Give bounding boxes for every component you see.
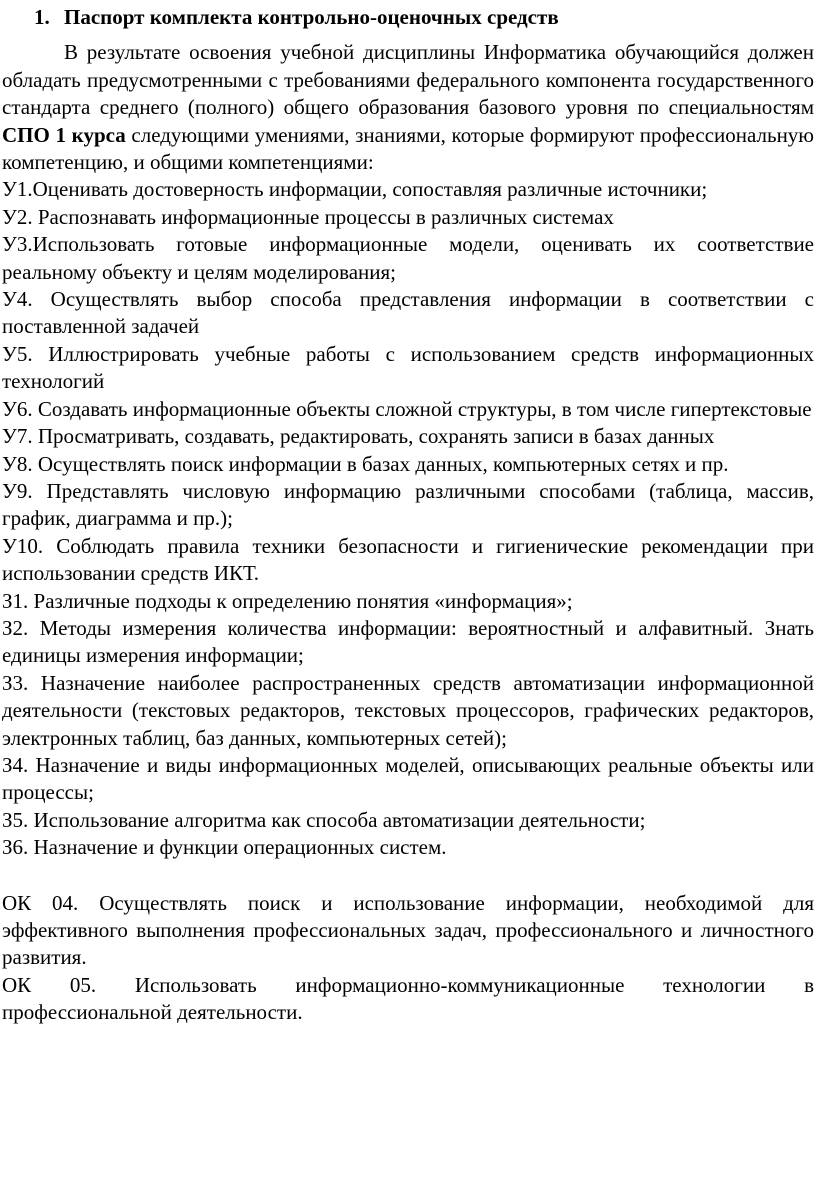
skill-item: У7. Просматривать, создавать, редактировать, сохранять записи в базах данных (2, 424, 715, 449)
skill-item: У4. Осуществлять выбор способа представления информации в соответствии с поставленной задачей (2, 287, 814, 339)
knowledge-item: З6. Назначение и функции операционных систем. (2, 835, 447, 860)
paragraph-gap (2, 862, 814, 890)
knowledge-item: З2. Методы измерения количества информации: вероятностный и алфавитный. Знать единицы измерения информации; (2, 615, 814, 668)
section-heading (2, 4, 814, 31)
skill-item: У5. Иллюстрировать учебные работы с использованием средств информационных технологий (2, 341, 814, 394)
skill-item: У1.Оценивать достоверность информации, сопоставляя различные источники; (2, 177, 708, 202)
intro-paragraph (2, 39, 814, 176)
intro-text-start: В результате освоения учебной дисциплины Информатика обучающийся должен обладать предусмотренными с требованиями федерального компонента государственного стандарта среднего (полного) общего образования базового уровня по специальностям (2, 40, 814, 120)
intro-bold-course: СПО 1 курса (2, 122, 126, 147)
section-number: 1. (34, 5, 50, 29)
intro-text-end: следующими умениями, знаниями, которые формируют профессиональную компетенцию, и общими компетенциями: (2, 122, 814, 175)
skill-item: У8. Осуществлять поиск информации в базах данных, компьютерных сетях и пр. (2, 451, 729, 476)
knowledge-item: З5. Использование алгоритма как способа автоматизации деятельности; (2, 807, 646, 832)
skill-item: У10. Соблюдать правила техники безопасности и гигиенические рекомендации при использовании средств ИКТ. (2, 533, 814, 586)
skill-item: У3.Использовать готовые информационные модели, оценивать их соответствие реальному объекту и целям моделирования; (2, 232, 814, 284)
skill-item: У9. Представлять числовую информацию различными способами (таблица, массив, график, диаграмма и пр.); (2, 478, 814, 531)
competency-item: ОК 04. Осуществлять поиск и использование информации, необходимой для эффективного выполнения профессиональных задач, профессионального и личностного развития. (2, 890, 814, 970)
knowledge-item: З4. Назначение и виды информационных моделей, описывающих реальные объекты или процессы; (2, 752, 814, 805)
section-title: Паспорт комплекта контрольно-оценочных средств (64, 5, 559, 29)
knowledge-item: З3. Назначение наиболее распространенных средств автоматизации информационной деятельности (текстовых редакторов, текстовых процессоров, графических редакторов, электронных таблиц, баз данных, компьютерных сетей); (2, 670, 814, 750)
competency-item: ОК 05. Использовать информационно-коммуникационные технологии в профессиональной деятельности. (2, 972, 814, 1025)
skill-item: У6. Создавать информационные объекты сложной структуры, в том числе гипертекстовые (2, 396, 812, 421)
skill-item: У2. Распознавать информационные процессы в различных системах (2, 204, 614, 229)
knowledge-item: З1. Различные подходы к определению понятия «информация»; (2, 588, 573, 613)
